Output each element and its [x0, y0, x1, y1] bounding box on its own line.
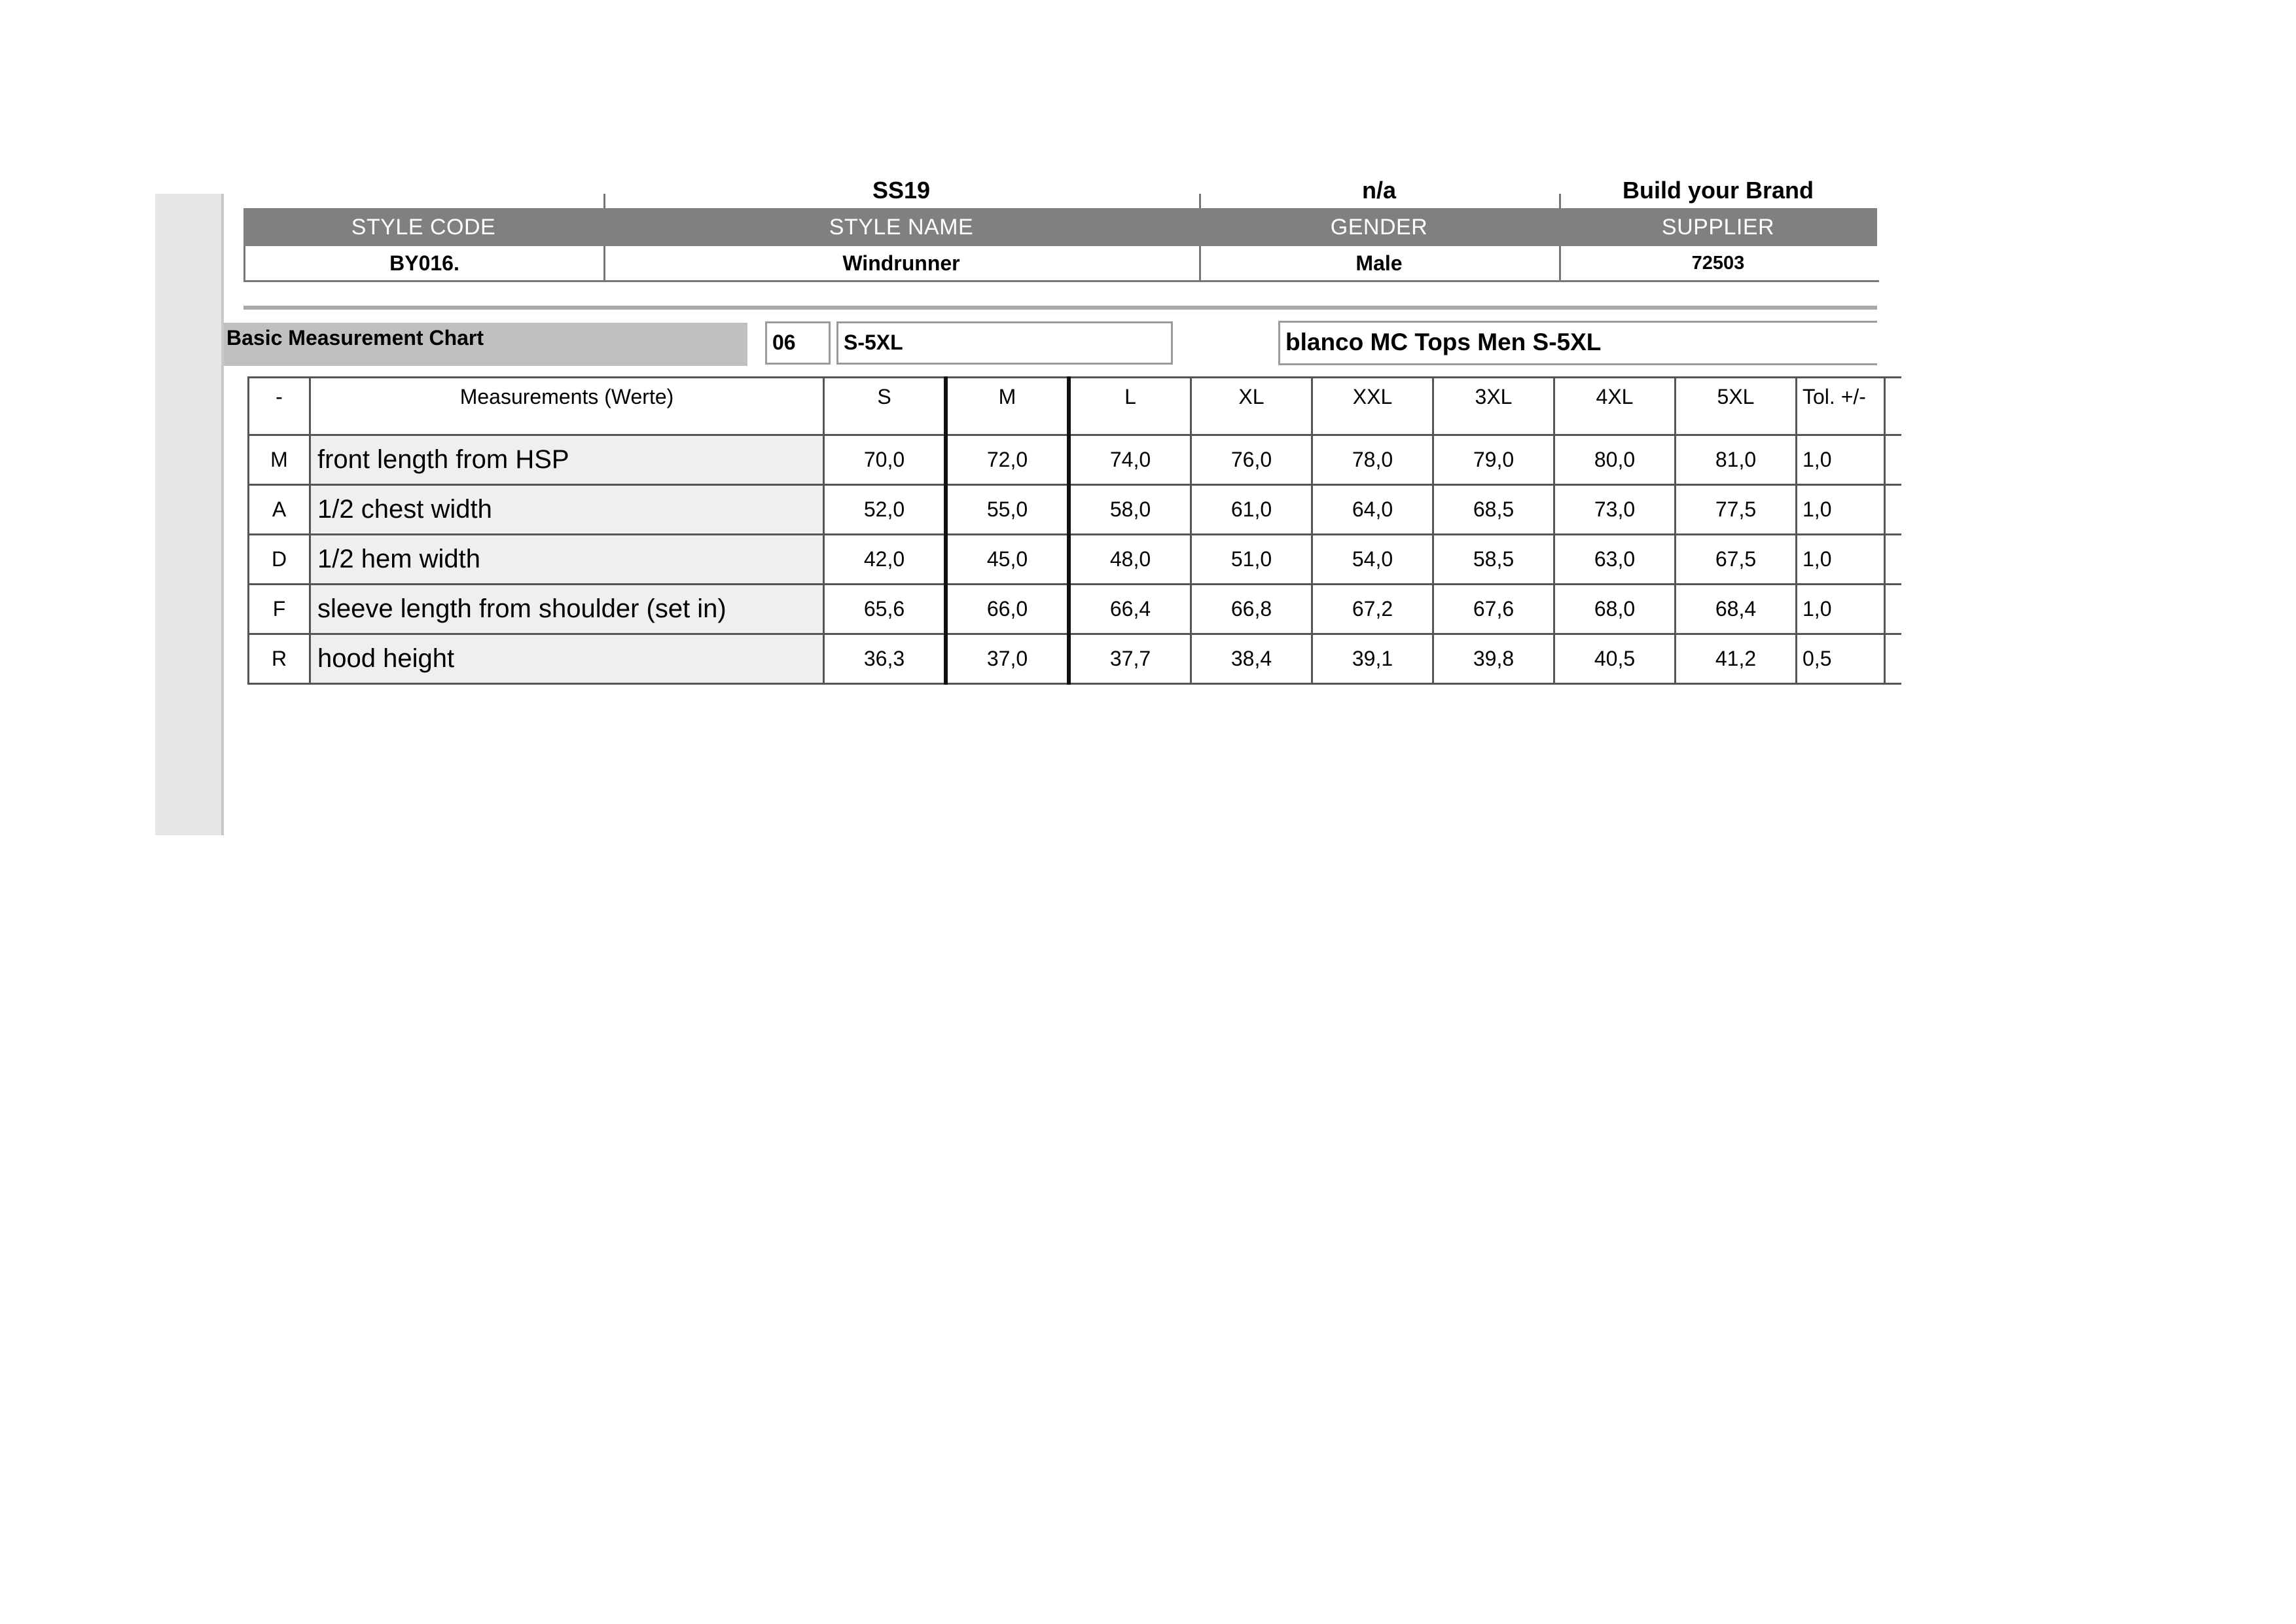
measurement-value: 68,5: [1433, 485, 1554, 535]
measurement-value: 41,2: [1676, 634, 1797, 684]
blank-cell: [1885, 535, 1902, 585]
measurement-value: 77,5: [1676, 485, 1797, 535]
measurement-value: 73,0: [1554, 485, 1676, 535]
table-row: [249, 585, 1902, 634]
measurement-value: 80,0: [1554, 435, 1676, 485]
tolerance-value: 1,0: [1797, 485, 1885, 535]
table-row: [249, 634, 1902, 684]
measurement-value: 76,0: [1191, 435, 1312, 485]
chart-title-bar: [224, 323, 747, 366]
blank-cell: [1885, 378, 1902, 435]
style-code-header: STYLE CODE: [351, 215, 496, 240]
blank-cell: [1885, 435, 1902, 485]
section-divider: [243, 306, 1877, 310]
gender-header: GENDER: [1330, 215, 1428, 240]
clipped-na: n/a: [1361, 177, 1396, 204]
table-row: [249, 485, 1902, 535]
chart-title: Basic Measurement Chart: [226, 326, 484, 350]
measurement-value: 63,0: [1554, 535, 1676, 585]
measurement-value: 36,3: [824, 634, 946, 684]
tolerance-header: Tol. +/-: [1797, 378, 1885, 435]
measurement-value: 52,0: [824, 485, 946, 535]
measurement-value: 58,5: [1433, 535, 1554, 585]
size-header: 5XL: [1676, 378, 1797, 435]
measurement-code: R: [249, 634, 310, 684]
measurement-value: 66,4: [1069, 585, 1191, 634]
measurement-value: 81,0: [1676, 435, 1797, 485]
code-header: -: [249, 378, 310, 435]
blank-cell: [1885, 485, 1902, 535]
style-name-value: Windrunner: [842, 251, 960, 275]
table-row: [249, 535, 1902, 585]
tolerance-value: 1,0: [1797, 535, 1885, 585]
blank-cell: [1885, 585, 1902, 634]
tolerance-value: 1,0: [1797, 585, 1885, 634]
chart-description-field: blanco MC Tops Men S-5XL: [1278, 321, 1877, 365]
measurement-value: 37,0: [946, 634, 1069, 684]
measurement-table: [247, 376, 1901, 685]
measurement-code: F: [249, 585, 310, 634]
measurement-value: 70,0: [824, 435, 946, 485]
measurement-label: hood height: [310, 634, 824, 684]
measurement-code: D: [249, 535, 310, 585]
size-header: S: [824, 378, 946, 435]
measurement-value: 37,7: [1069, 634, 1191, 684]
clipped-row: [243, 177, 1877, 208]
tolerance-value: 1,0: [1797, 435, 1885, 485]
style-code-value: BY016.: [389, 251, 459, 275]
measurement-value: 65,6: [824, 585, 946, 634]
size-header: L: [1069, 378, 1191, 435]
measurement-label: sleeve length from shoulder (set in): [310, 585, 824, 634]
size-header: XXL: [1312, 378, 1433, 435]
size-header: 3XL: [1433, 378, 1554, 435]
tolerance-value: 0,5: [1797, 634, 1885, 684]
gender-value: Male: [1355, 251, 1403, 275]
measurement-value: 64,0: [1312, 485, 1433, 535]
size-header: 4XL: [1554, 378, 1676, 435]
measurement-value: 67,5: [1676, 535, 1797, 585]
clipped-season: SS19: [872, 177, 931, 204]
style-info-table: [243, 177, 1877, 281]
measurement-value: 66,0: [946, 585, 1069, 634]
measurement-header-row: [249, 378, 1902, 435]
measurement-value: 58,0: [1069, 485, 1191, 535]
blank-cell: [1885, 634, 1902, 684]
measurement-value: 55,0: [946, 485, 1069, 535]
measurement-value: 48,0: [1069, 535, 1191, 585]
measurement-value: 67,2: [1312, 585, 1433, 634]
measurement-value: 74,0: [1069, 435, 1191, 485]
measurement-value: 68,4: [1676, 585, 1797, 634]
measurement-label: front length from HSP: [310, 435, 824, 485]
measurement-value: 39,8: [1433, 634, 1554, 684]
measurement-value: 42,0: [824, 535, 946, 585]
measurement-value: 39,1: [1312, 634, 1433, 684]
measurement-value: 72,0: [946, 435, 1069, 485]
measurement-value: 66,8: [1191, 585, 1312, 634]
chart-code-field: 06: [765, 321, 831, 365]
measurement-value: 61,0: [1191, 485, 1312, 535]
measurement-value: 51,0: [1191, 535, 1312, 585]
measurement-value: 38,4: [1191, 634, 1312, 684]
left-margin-strip: [155, 194, 224, 835]
measurement-value: 78,0: [1312, 435, 1433, 485]
style-info-value-row: [243, 246, 1879, 282]
measurement-value: 54,0: [1312, 535, 1433, 585]
style-info-header-row: [243, 208, 1877, 246]
size-header: XL: [1191, 378, 1312, 435]
measurement-label: 1/2 hem width: [310, 535, 824, 585]
size-header: M: [946, 378, 1069, 435]
style-name-header: STYLE NAME: [829, 215, 974, 240]
supplier-header: SUPPLIER: [1661, 215, 1775, 240]
table-row: [249, 435, 1902, 485]
measurement-label: 1/2 chest width: [310, 485, 824, 535]
measurement-value: 40,5: [1554, 634, 1676, 684]
measurement-value: 79,0: [1433, 435, 1554, 485]
measurement-value: 45,0: [946, 535, 1069, 585]
measurement-code: M: [249, 435, 310, 485]
supplier-value: 72503: [1691, 253, 1745, 274]
measurement-value: 67,6: [1433, 585, 1554, 634]
measurement-label-header: Measurements (Werte): [310, 378, 824, 435]
measurement-code: A: [249, 485, 310, 535]
measurement-value: 68,0: [1554, 585, 1676, 634]
clipped-brand: Build your Brand: [1622, 177, 1814, 204]
size-range-field: S-5XL: [836, 321, 1173, 365]
